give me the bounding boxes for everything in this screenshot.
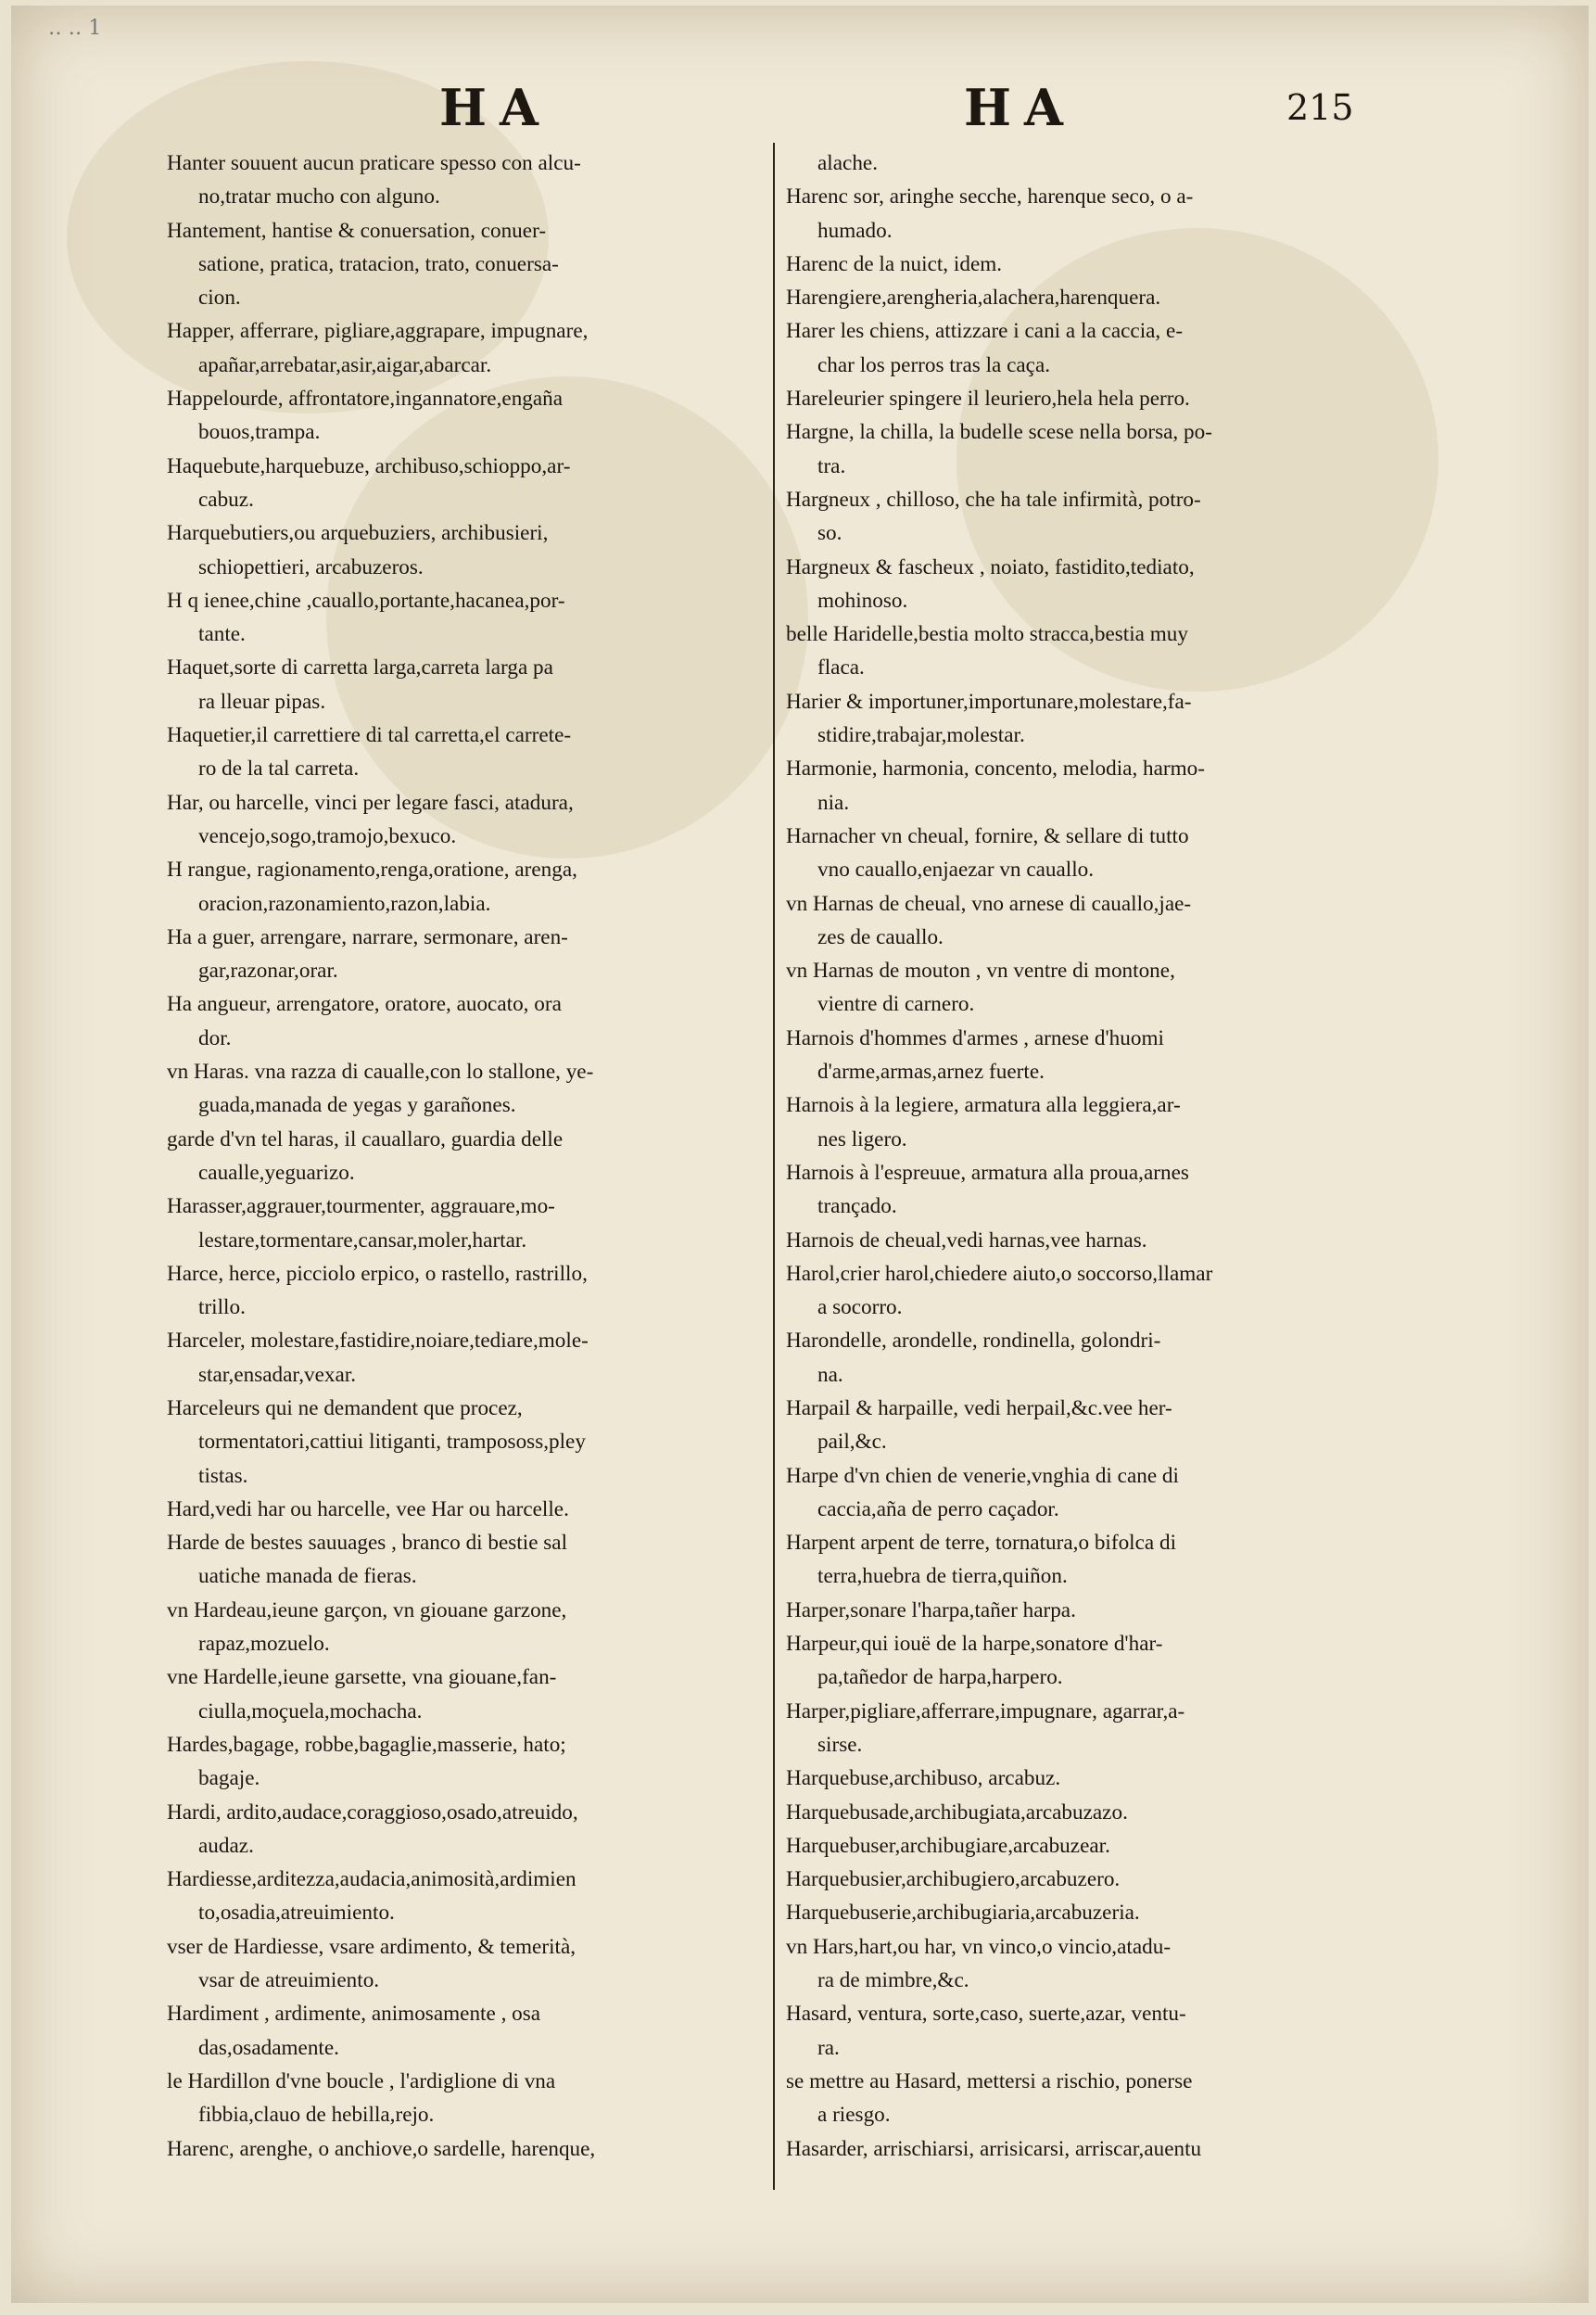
dictionary-line: tistas. — [198, 1463, 248, 1488]
dictionary-line: a socorro. — [817, 1295, 903, 1320]
dictionary-line: tante. — [198, 622, 246, 647]
dictionary-line: d'arme,armas,arnez fuerte. — [817, 1060, 1045, 1085]
dictionary-line: audaz. — [198, 1833, 254, 1858]
dictionary-line: Harquebusier,archibugiero,arcabuzero. — [786, 1867, 1121, 1892]
dictionary-line: na. — [817, 1362, 843, 1387]
dictionary-line: Hardiment , ardimente, animosamente , osa — [167, 2002, 541, 2027]
dictionary-line: stidire,trabajar,molestar. — [817, 723, 1025, 748]
dictionary-line: ra de mimbre,&c. — [817, 1968, 969, 1993]
dictionary-line: das,osadamente. — [198, 2035, 339, 2060]
dictionary-line: Hardi, ardito,audace,coraggioso,osado,atreuido, — [167, 1800, 578, 1825]
dictionary-line: Happer, afferrare, pigliare,aggrapare, impugnare, — [167, 319, 589, 344]
left-column — [167, 146, 764, 2166]
dictionary-line: trillo. — [198, 1295, 246, 1320]
dictionary-line: Harnois de cheual,vedi harnas,vee harnas. — [786, 1227, 1147, 1253]
dictionary-line: vne Hardelle,ieune garsette, vna giouane,fan- — [167, 1665, 557, 1690]
dictionary-line: Harnois à la legiere, armatura alla leggiera,ar- — [786, 1093, 1181, 1118]
running-head-right: HA — [964, 78, 1076, 137]
dictionary-line: star,ensadar,vexar. — [198, 1362, 357, 1387]
dictionary-line: lestare,tormentare,cansar,moler,hartar. — [198, 1227, 527, 1253]
dictionary-line: Harpe d'vn chien de venerie,vnghia di cane di — [786, 1463, 1179, 1488]
dictionary-line: Harenc sor, aringhe secche, harenque seco, o a- — [786, 184, 1194, 210]
dictionary-line: zes de cauallo. — [817, 924, 944, 949]
dictionary-line: Hard,vedi har ou harcelle, vee Har ou harcelle. — [167, 1496, 569, 1521]
page-number: 215 — [1286, 87, 1354, 128]
dictionary-line: Haquetier,il carrettiere di tal carretta,el carrete- — [167, 723, 572, 748]
dictionary-line: alache. — [817, 151, 878, 175]
dictionary-line: a riesgo. — [817, 2103, 891, 2128]
column-divider — [773, 143, 775, 2190]
dictionary-line: Harier & importuner,importunare,molestare,fa- — [786, 689, 1192, 714]
dictionary-line: schiopettieri, arcabuzeros. — [198, 554, 424, 579]
dictionary-line: vsar de atreuimiento. — [198, 1968, 380, 1993]
dictionary-line: gar,razonar,orar. — [198, 959, 338, 984]
dictionary-line: vn Hardeau,ieune garçon, vn giouane garzone, — [167, 1597, 567, 1622]
dictionary-line: apañar,arrebatar,asir,aigar,abarcar. — [198, 352, 492, 377]
dictionary-line: Harceleurs qui ne demandent que procez, — [167, 1395, 523, 1420]
dictionary-line: vn Hars,hart,ou har, vn vinco,o vincio,atadu- — [786, 1934, 1172, 1959]
dictionary-line: vn Harnas de cheual, vno arnese di cauallo,jae- — [786, 891, 1192, 916]
dictionary-line: char los perros tras la caça. — [817, 352, 1051, 377]
dictionary-line: ra lleuar pipas. — [198, 689, 326, 714]
dictionary-line: H rangue, ragionamento,renga,oratione, arenga, — [167, 858, 577, 883]
dictionary-line: Ha a guer, arrengare, narrare, sermonare, aren- — [167, 924, 568, 949]
dictionary-line: Harpeur,qui iouë de la harpe,sonatore d'har- — [786, 1632, 1163, 1657]
dictionary-line: Hargneux , chilloso, che ha tale infirmità, potro- — [786, 487, 1201, 512]
dictionary-line: satione, pratica, tratacion, trato, conuersa- — [198, 251, 559, 276]
dictionary-line: Harenc, arenghe, o anchiove,o sardelle, harenque, — [167, 2136, 596, 2161]
dictionary-line: flaca. — [817, 655, 865, 681]
dictionary-line: fibbia,clauo de hebilla,rejo. — [198, 2103, 435, 2128]
dictionary-line: ra. — [817, 2035, 840, 2060]
book-page — [11, 6, 1589, 2303]
dictionary-line: bagaje. — [198, 1766, 260, 1791]
dictionary-line: Hasard, ventura, sorte,caso, suerte,azar, ventu- — [786, 2002, 1186, 2027]
dictionary-line: Hanter souuent aucun praticare spesso con alcu- — [167, 151, 581, 175]
dictionary-line: Harnacher vn cheual, fornire, & sellare di tutto — [786, 823, 1189, 848]
dictionary-line: Harengiere,arengheria,alachera,harenquera. — [786, 286, 1161, 311]
dictionary-line: le Hardillon d'vne boucle , l'ardiglione di vna — [167, 2068, 556, 2093]
dictionary-line: Hasarder, arrischiarsi, arrisicarsi, arriscar,auentu — [786, 2136, 1202, 2161]
dictionary-line: vn Harnas de mouton , vn ventre di montone, — [786, 959, 1175, 984]
dictionary-line: vientre di carnero. — [817, 992, 975, 1017]
dictionary-line: H q ienee,chine ,cauallo,portante,hacanea,por- — [167, 588, 565, 613]
dictionary-line: cion. — [198, 286, 241, 311]
dictionary-line: tormentatori,cattiui litiganti, trampososs,pley — [198, 1430, 586, 1455]
dictionary-line: nia. — [817, 790, 850, 815]
dictionary-line: Hargne, la chilla, la budelle scese nella borsa, po- — [786, 420, 1212, 445]
dictionary-line: oracion,razonamiento,razon,labia. — [198, 891, 491, 916]
dictionary-line: guada,manada de yegas y garañones. — [198, 1093, 516, 1118]
dictionary-line: Harasser,aggrauer,tourmenter, aggrauare,mo- — [167, 1194, 555, 1219]
dictionary-line: cabuz. — [198, 487, 254, 512]
dictionary-line: Hareleurier spingere il leuriero,hela hela perro. — [786, 387, 1190, 412]
dictionary-line: se mettre au Hasard, mettersi a rischio, ponerse — [786, 2068, 1193, 2093]
dictionary-line: dor. — [198, 1025, 232, 1050]
dictionary-line: Harondelle, arondelle, rondinella, golondri- — [786, 1329, 1161, 1354]
dictionary-line: pa,tañedor de harpa,harpero. — [817, 1665, 1063, 1690]
dictionary-line: Harnois d'hommes d'armes , arnese d'huomi — [786, 1025, 1164, 1050]
dictionary-line: vser de Hardiesse, vsare ardimento, & temerità, — [167, 1934, 576, 1959]
dictionary-line: Harquebuser,archibugiare,arcabuzear. — [786, 1833, 1110, 1858]
dictionary-line: vn Haras. vna razza di caualle,con lo stallone, ye- — [167, 1060, 594, 1085]
dictionary-line: Harce, herce, picciolo erpico, o rastello, rastrillo, — [167, 1261, 588, 1286]
dictionary-line: Har, ou harcelle, vinci per legare fasci, atadura, — [167, 790, 574, 815]
dictionary-line: mohinoso. — [817, 588, 908, 613]
dictionary-line: tra. — [817, 453, 846, 478]
right-column — [786, 146, 1379, 2166]
dictionary-line: humado. — [817, 218, 893, 243]
dictionary-line: ciulla,moçuela,mochacha. — [198, 1698, 423, 1724]
dictionary-line: Harceler, molestare,fastidire,noiare,tediare,mole- — [167, 1329, 589, 1354]
dictionary-line: vencejo,sogo,tramojo,bexuco. — [198, 823, 457, 848]
dictionary-line: Harpent arpent de terre, tornatura,o bifolca di — [786, 1531, 1177, 1556]
dictionary-line: Hantement, hantise & conuersation, conuer- — [167, 218, 547, 243]
dictionary-line: vno cauallo,enjaezar vn cauallo. — [817, 858, 1095, 883]
dictionary-line: belle Haridelle,bestia molto stracca,bestia muy — [786, 622, 1188, 647]
dictionary-line: Hardes,bagage, robbe,bagaglie,masserie, hato; — [167, 1732, 566, 1757]
dictionary-line: Haquet,sorte di carretta larga,carreta larga pa — [167, 655, 553, 681]
dictionary-line: so. — [817, 521, 842, 546]
dictionary-line: trançado. — [817, 1194, 897, 1219]
dictionary-line: Harer les chiens, attizzare i cani a la caccia, e- — [786, 319, 1184, 344]
dictionary-line: Ha angueur, arrengatore, oratore, auocato, ora — [167, 992, 562, 1017]
dictionary-line: rapaz,mozuelo. — [198, 1632, 330, 1657]
dictionary-line: Happelourde, affrontatore,ingannatore,engaña — [167, 387, 564, 412]
dictionary-line: ro de la tal carreta. — [198, 757, 360, 782]
dictionary-line: Hardiesse,arditezza,audacia,animosità,ardimien — [167, 1867, 576, 1892]
dictionary-line: Harquebuse,archibuso, arcabuz. — [786, 1766, 1061, 1791]
dictionary-line: pail,&c. — [817, 1430, 887, 1455]
dictionary-line: Harde de bestes sauuages , branco di bestie sal — [167, 1531, 568, 1556]
dictionary-line: no,tratar mucho con alguno. — [198, 184, 440, 210]
dictionary-line: Harenc de la nuict, idem. — [786, 251, 1003, 276]
dictionary-line: Harnois à l'espreuue, armatura alla proua,arnes — [786, 1160, 1189, 1185]
dictionary-line: Hargneux & fascheux , noiato, fastidito,tediato, — [786, 554, 1195, 579]
dictionary-line: caualle,yeguarizo. — [198, 1160, 355, 1185]
dictionary-line: Harquebutiers,ou arquebuziers, archibusieri, — [167, 521, 549, 546]
dictionary-line: Harper,pigliare,afferrare,impugnare, agarrar,a- — [786, 1698, 1185, 1724]
dictionary-line: sirse. — [817, 1732, 863, 1757]
dictionary-line: Harmonie, harmonia, concento, melodia, harmo- — [786, 757, 1205, 782]
dictionary-line: Harpail & harpaille, vedi herpail,&c.vee her- — [786, 1395, 1172, 1420]
dictionary-line: caccia,aña de perro caçador. — [817, 1496, 1059, 1521]
corner-mark: ‥ ‥ 1 — [48, 17, 102, 40]
dictionary-line: Haquebute,harquebuze, archibuso,schioppo,ar- — [167, 453, 571, 478]
dictionary-line: Harquebuserie,archibugiaria,arcabuzeria. — [786, 1901, 1140, 1926]
dictionary-line: bouos,trampa. — [198, 420, 321, 445]
dictionary-line: Harol,crier harol,chiedere aiuto,o soccorso,llamar — [786, 1261, 1213, 1286]
dictionary-line: Harquebusade,archibugiata,arcabuzazo. — [786, 1800, 1128, 1825]
dictionary-line: terra,huebra de tierra,quiñon. — [817, 1564, 1068, 1589]
dictionary-line: nes ligero. — [817, 1126, 907, 1151]
dictionary-line: Harper,sonare l'harpa,tañer harpa. — [786, 1597, 1076, 1622]
running-head-left: HA — [439, 78, 551, 137]
dictionary-line: garde d'vn tel haras, il cauallaro, guardia delle — [167, 1126, 564, 1151]
dictionary-line: uatiche manada de fieras. — [198, 1564, 417, 1589]
dictionary-line: to,osadia,atreuimiento. — [198, 1901, 395, 1926]
